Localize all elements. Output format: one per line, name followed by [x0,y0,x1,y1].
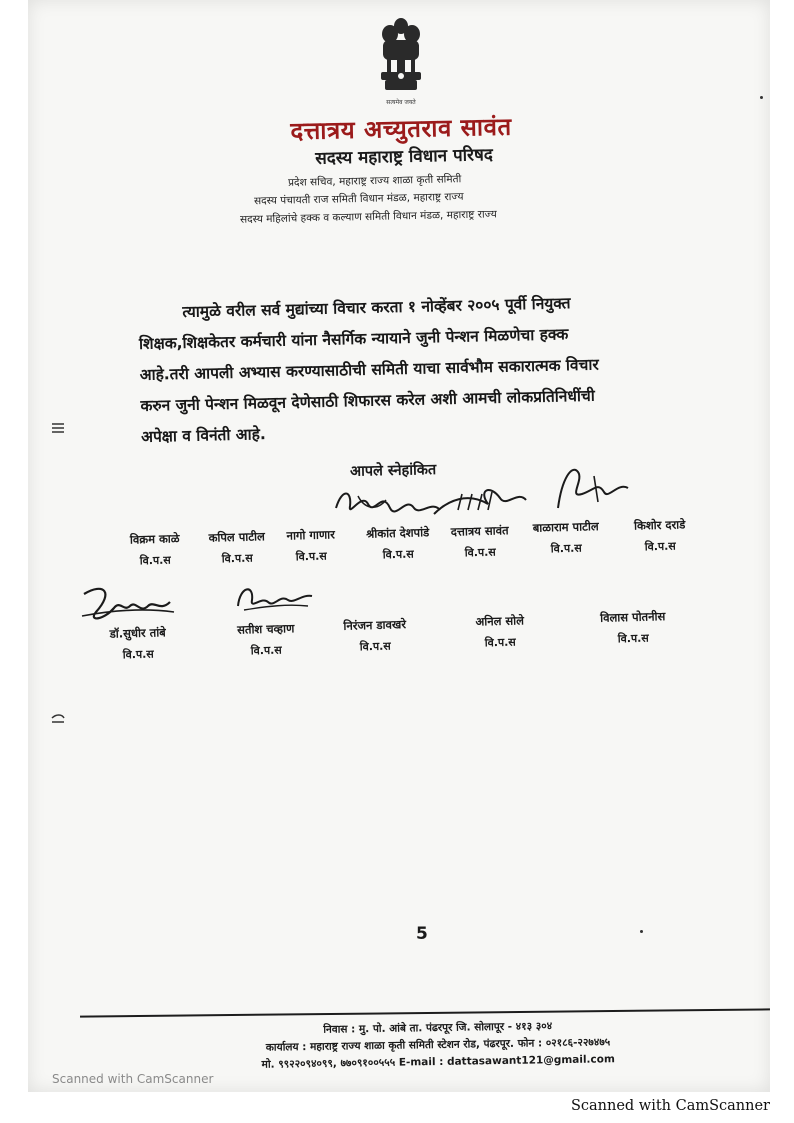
member-vikram-kale [110,531,201,569]
page-number: 5 [416,924,428,944]
scan-speck [760,96,763,99]
member-name: डॉ.सुधीर तांबे [109,625,166,641]
punch-hole-icon [50,422,66,434]
camscanner-watermark: Scanned with CamScanner [570,1098,770,1114]
member-name: किशोर दराडे [633,517,686,533]
member-designation: वि.प.स [295,549,327,564]
member-sudhir-tambe [86,625,191,664]
member-kishor-darade [612,517,709,556]
emblem-motto: सत्यमेव जयते [386,99,416,106]
member-designation: वि.प.स [617,631,649,646]
signature-patil [538,458,638,518]
member-name: अनिल सोले [475,613,525,629]
scan-speck [640,930,643,933]
body-paragraph [138,284,741,453]
member-name: नागो गाणार [286,527,336,543]
member-designation: वि.प.स [644,539,676,554]
member-name: निरंजन डावखरे [343,617,407,633]
letterhead-role-3: सदस्य महिलांचे हक्क व कल्याण समिती विधान मंडळ, महाराष्ट्र राज्य [239,208,497,226]
member-name: श्रीकांत देशपांडे [365,525,430,541]
state-emblem-icon [370,14,432,110]
member-designation: वि.प.स [359,639,391,654]
member-designation: वि.प.स [122,647,154,662]
member-designation: वि.प.स [464,545,496,560]
footer-office: कार्यालय : महाराष्ट्र राज्य शाळा कृती समिती स्टेशन रोड, पंढरपूर. फोन : ०२१८६-२२७४७५ [265,1036,611,1054]
member-name: कपिल पाटील [208,529,265,545]
member-balaram-patil [516,519,617,558]
body-line-2: शिक्षक,शिक्षकेतर कर्मचारी यांना नैसर्गिक न्यायाने जुनी पेन्शन मिळणेचा हक्क [138,325,569,353]
camscanner-watermark-inner: Scanned with CamScanner [52,1072,214,1086]
body-line-3: आहे.तरी आपली अभ्यास करण्यासाठीची समिती याचा सार्वभौम सकारात्मक विचार [139,355,599,384]
letterhead-role-2: सदस्य पंचायती राज समिती विधान मंडळ, महाराष्ट्र राज्य [253,190,464,208]
member-satish-chavan [214,621,319,660]
letterhead-name: दत्तात्रय अच्युतराव सावंत [290,111,512,146]
footer-contact: मो. ९९२२०९४०९९, ७७०९१००५५५ E-mail : dattasawant121@gmail.com [261,1053,615,1071]
member-name: विलास पोतनीस [599,609,666,625]
member-name: बाळाराम पाटील [532,519,599,535]
member-anil-sole [452,613,549,652]
scanned-page [28,0,770,1092]
signature-chavan [228,576,318,620]
lion-capital-icon [370,14,432,110]
member-designation: वि.प.स [139,553,171,568]
punch-hole-icon [50,714,66,726]
member-vilas-potnis [578,609,689,648]
member-designation: वि.प.स [221,551,253,566]
signature-tambe [74,572,184,632]
member-designation: वि.प.स [382,547,414,562]
member-name: दत्तात्रय सावंत [450,523,509,539]
letterhead-role-1: प्रदेश सचिव, महाराष्ट्र राज्य शाळा कृती समिती [287,173,462,189]
body-line-5: अपेक्षा व विनंती आहे. [140,425,266,446]
member-designation: वि.प.स [484,635,516,650]
member-name: विक्रम काळे [129,531,180,547]
member-designation: वि.प.स [250,643,282,658]
member-dattatray-sawant [432,523,529,562]
member-name: सतीश चव्हाण [236,621,295,637]
closing-salutation: आपले स्नेहांकित [349,462,437,480]
footer-residence: निवास : मु. पो. आंबे ता. पंढरपूर जि. सोलापूर - ४१३ ३०४ [323,1020,553,1036]
member-nago-ganar [268,527,355,565]
letterhead-designation: सदस्य महाराष्ट्र विधान परिषद [315,145,494,169]
member-designation: वि.प.स [550,541,582,556]
body-line-1: त्यामुळे वरील सर्व मुद्यांच्या विचार करता १ नोव्हेंबर २००५ पूर्वी नियुक्त [182,294,571,321]
footer-address [178,1016,699,1075]
body-line-4: करुन जुनी पेन्शन मिळवून देणेसाठी शिफारस करेल अशी आमची लोकप्रतिनिधींची [140,386,595,415]
member-niranjan-davkhare [320,617,431,656]
